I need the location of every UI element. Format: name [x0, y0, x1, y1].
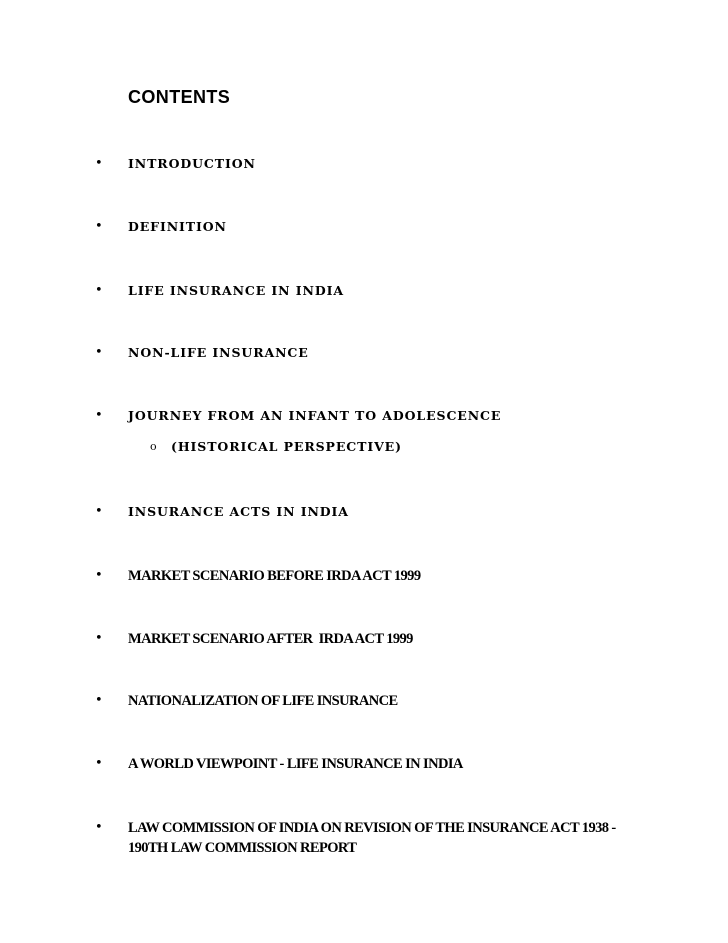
toc-item-world-viewpoint: A WORLD VIEWPOINT - LIFE INSURANCE IN INDIA: [128, 756, 463, 772]
bullet-icon: •: [95, 631, 103, 646]
bullet-icon: •: [95, 283, 103, 298]
toc-item-definition: DEFINITION: [128, 219, 227, 234]
bullet-icon: •: [95, 756, 103, 771]
toc-item-law-commission: LAW COMMISSION OF INDIA ON REVISION OF THE INSURANCE ACT 1938 - 190TH LAW COMMISSION REPORT: [128, 820, 616, 856]
toc-item-market-after-irda: MARKET SCENARIO AFTER IRDA ACT 1999: [128, 631, 413, 647]
bullet-icon: •: [95, 408, 103, 423]
toc-item-insurance-acts: INSURANCE ACTS IN INDIA: [128, 504, 349, 519]
toc-item-life-insurance-in-india: LIFE INSURANCE IN INDIA: [128, 283, 344, 298]
toc-item-introduction: INTRODUCTION: [128, 156, 256, 171]
toc-item-nationalization: NATIONALIZATION OF LIFE INSURANCE: [128, 693, 398, 709]
bullet-icon: •: [95, 568, 103, 583]
contents-heading: CONTENTS: [128, 87, 231, 107]
bullet-icon: •: [95, 693, 103, 708]
toc-item-market-before-irda: MARKET SCENARIO BEFORE IRDA ACT 1999: [128, 568, 421, 584]
sub-bullet-icon: o: [150, 440, 157, 453]
bullet-icon: •: [95, 820, 103, 835]
bullet-icon: •: [95, 156, 103, 171]
bullet-icon: •: [95, 345, 103, 360]
bullet-icon: •: [95, 504, 103, 519]
toc-item-non-life-insurance: NON-LIFE INSURANCE: [128, 345, 309, 360]
toc-item-journey: JOURNEY FROM AN INFANT TO ADOLESCENCE: [128, 408, 502, 423]
bullet-icon: •: [95, 219, 103, 234]
toc-subitem-historical-perspective: (HISTORICAL PERSPECTIVE): [171, 439, 402, 454]
